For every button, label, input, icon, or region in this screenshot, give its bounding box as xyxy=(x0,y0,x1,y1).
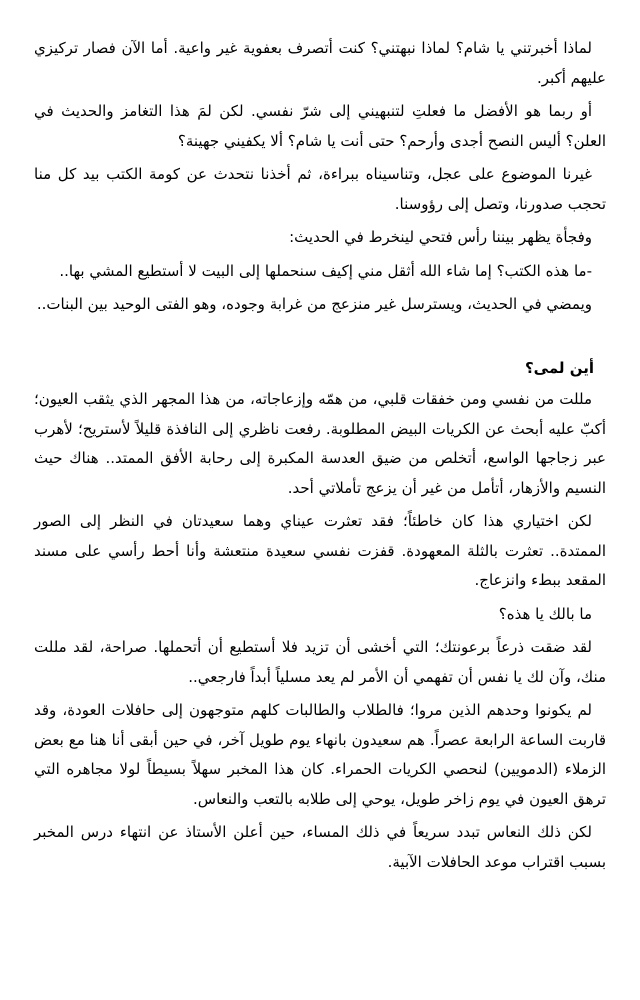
dialogue-line: ما بالك يا هذه؟ xyxy=(498,604,592,623)
section-spacer xyxy=(34,324,606,354)
paragraph: لكن ذلك النعاس تبدد سريعاً في ذلك المساء، حين أعلن الأستاذ عن انتهاء درس المخبر بسبب اقتراب موعد الحافلات الآبية. xyxy=(34,823,606,871)
paragraph: لماذا أخبرتني يا شام؟ لماذا نبهتني؟ كنت أتصرف بعفوية غير واعية. أما الآن فصار تركيزي عليهم أكبر. xyxy=(34,39,606,87)
paragraph: وفجأة يظهر بيننا رأس فتحي لينخرط في الحديث: xyxy=(289,228,592,246)
paragraph: غيرنا الموضوع على عجل، وتناسيناه ببراءة، ثم أخذنا نتحدث عن كومة الكتب بيد كل منا تحجب صدورنا، وتصل إلى رؤوسنا. xyxy=(34,165,606,213)
paragraph: لقد ضقت ذرعاً برعونتك؛ التي أخشى أن تزيد فلا أستطيع أن أتحملها. صراحة، لقد مللت منك، وآن لك يا نفس أن تفهمي أن الأمر لم يعد مسلياً أبداً فارجعي.. xyxy=(34,638,606,686)
dialogue-line: -ما هذه الكتب؟ إما شاء الله أثقل مني إكيف سنحملها إلى البيت لا أستطيع المشي بها.. xyxy=(59,261,592,280)
paragraph: ويمضي في الحديث، ويسترسل غير منزعج من غرابة وجوده، وهو الفتى الوحيد بين البنات.. xyxy=(36,295,592,313)
paragraph: أو ربما هو الأفضل ما فعلتِ لتنبهيني إلى شرّ نفسي. لكن لمَ هذا التغامز والحديث في العلن؟ أليس النصح أجدى وأرحم؟ حتى أنت يا شام؟ ألا يكفيني جهينة؟ xyxy=(34,102,606,150)
document-page xyxy=(34,34,606,881)
paragraph: لكن اختياري هذا كان خاطئاً؛ فقد تعثرت عيناي وهما سعيدتان في النظر إلى الصور الممتدة.. تعثرت بالثلة المعهودة. قفزت نفسي سعيدة منتعشة وأنا أحط رأسي على مسند المقعد ببطء وانزعاج. xyxy=(34,512,606,589)
paragraph: لم يكونوا وحدهم الذين مروا؛ فالطلاب والطالبات كلهم متوجهون إلى حافلات العودة، وقد قاربت الساعة الرابعة عصراً. هم سعيدون بانهاء يوم طويل آخر، في حين أبقى أنا هنا مع بعض الزملاء (الدمويين) لنحصي الكريات الحمراء. كان هذا المخبر سهلاً بسيطاً لولا مجاهره التي ترهق العيون في يوم زاخر طويل، يوحي إلى طلابه بالتعب والنعاس. xyxy=(34,701,606,808)
paragraph: مللت من نفسي ومن خفقات قلبي، من همّه وإزعاجاته، من هذا المجهر الذي يثقب العيون؛ أكبّ عليه أبحث عن الكريات البيض المطلوبة. رفعت ناظري إلى النافذة قليلاً لأستريح؛ لأهرب عبر زجاجها الواسع، أتخلص من ضيق العدسة المكبرة إلى رحابة الأفق الممتد.. هناك حيث النسيم والأزهار، أتأمل من غير أن يزعج تأملاتي أحد. xyxy=(34,390,606,497)
section-heading: أين لمى؟ xyxy=(524,358,594,377)
